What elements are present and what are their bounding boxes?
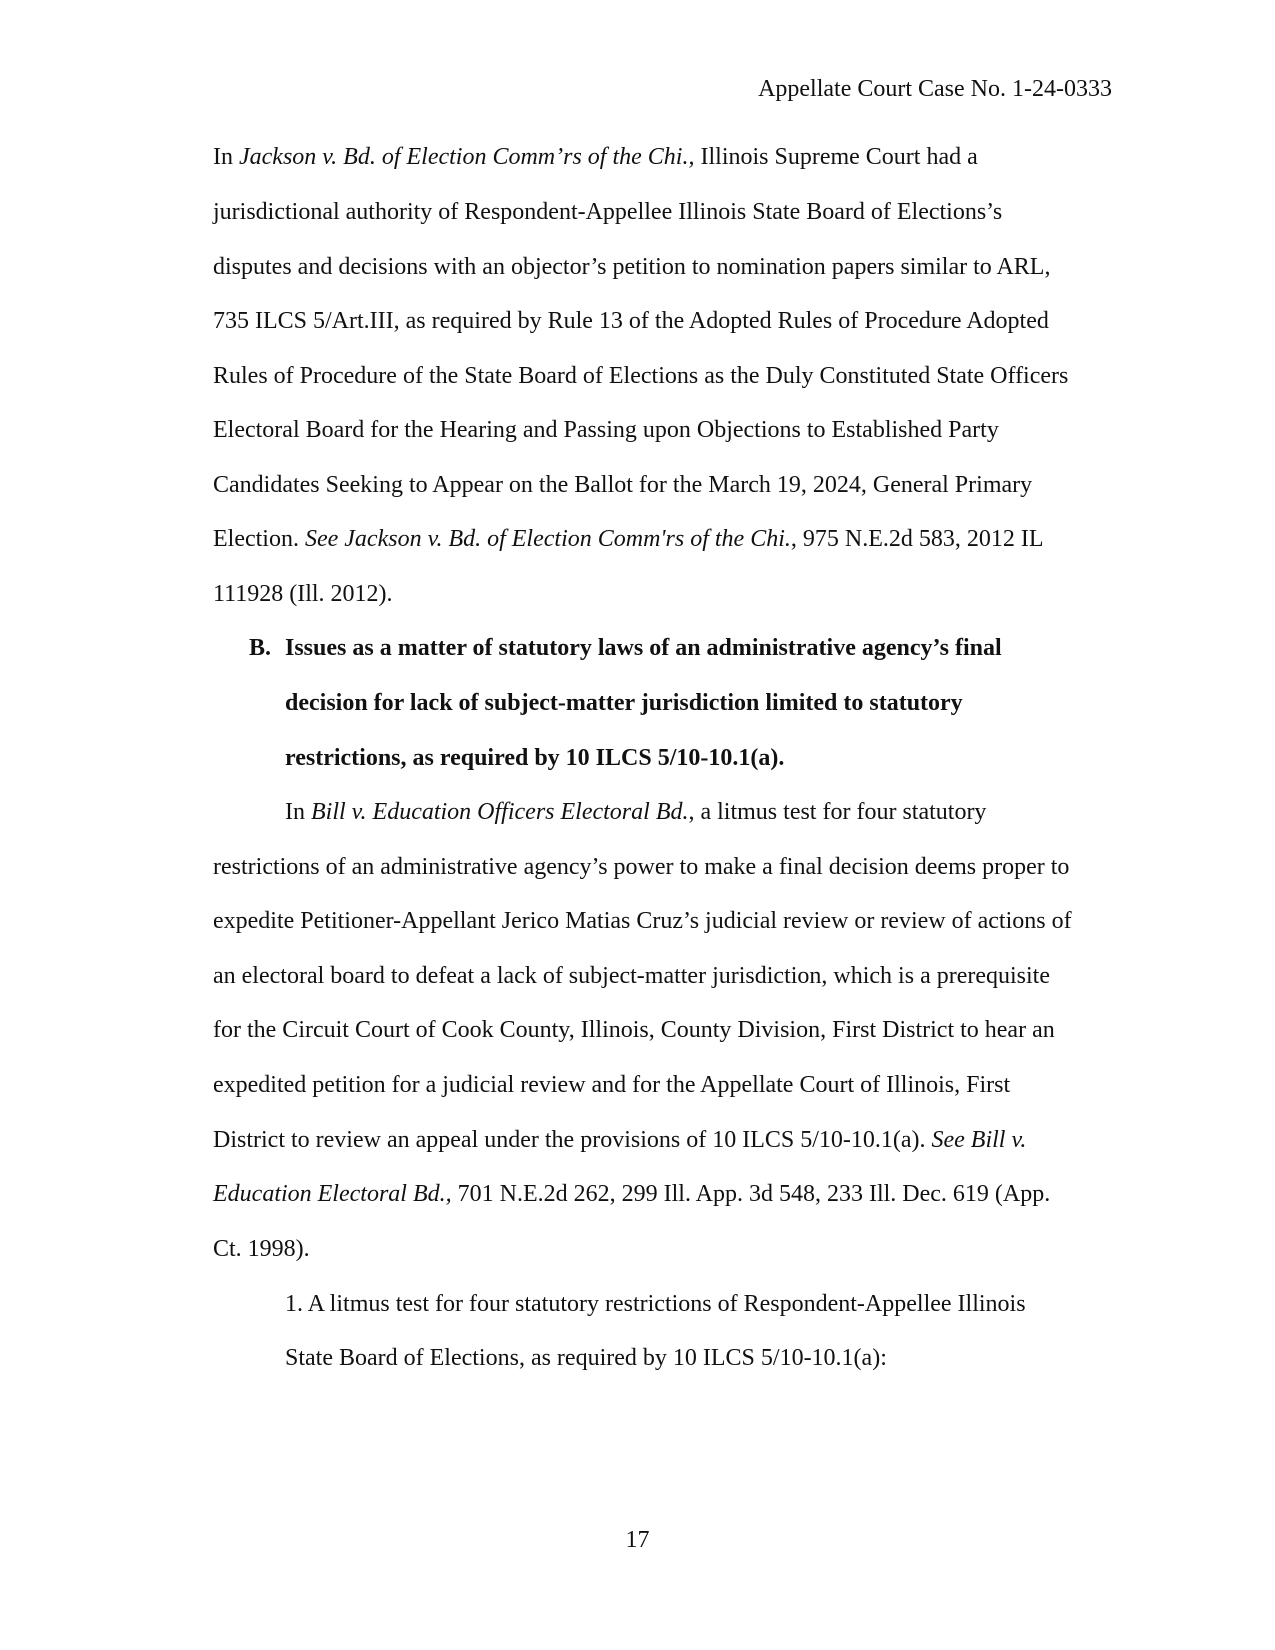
paragraph-1-line-1 <box>213 142 978 172</box>
paragraph-1-line-2: jurisdictional authority of Respondent-Appellee Illinois State Board of Elections’s <box>213 199 1003 225</box>
text-run: In <box>213 144 239 170</box>
paragraph-2-line-1 <box>285 797 986 827</box>
case-citation-italic: See Jackson v. Bd. of Election Comm'rs of the Chi. <box>304 526 791 552</box>
paragraph-2-line-5: for the Circuit Court of Cook County, Illinois, County Division, First District to hear an <box>213 1017 1055 1043</box>
case-citation-italic: Jackson v. Bd. of Election Comm’rs of the Chi., <box>239 144 695 170</box>
case-citation-italic: Bill v. Education Officers Electoral Bd. <box>311 799 689 825</box>
paragraph-2-line-6: expedited petition for a judicial review and for the Appellate Court of Illinois, First <box>213 1072 1011 1098</box>
paragraph-1-line-8 <box>213 524 1044 554</box>
text-run: In <box>285 799 311 825</box>
paragraph-1-line-6: Electoral Board for the Hearing and Passing upon Objections to Established Party <box>213 417 999 443</box>
text-run: , 975 N.E.2d 583, 2012 IL <box>790 526 1044 552</box>
paragraph-2-line-8 <box>213 1179 1050 1209</box>
case-number-header: Appellate Court Case No. 1-24-0333 <box>758 76 1112 102</box>
case-citation-italic: See Bill v. <box>931 1127 1027 1153</box>
text-run: Election. <box>213 526 305 552</box>
page-number: 17 <box>625 1527 650 1553</box>
paragraph-2-line-9: Ct. 1998). <box>213 1236 310 1262</box>
list-item-1-line-1: 1. A litmus test for four statutory restrictions of Respondent-Appellee Illinois <box>285 1291 1026 1317</box>
section-b-heading-line-1: Issues as a matter of statutory laws of an administrative agency’s final <box>285 635 1002 661</box>
paragraph-2-line-3: expedite Petitioner-Appellant Jerico Matias Cruz’s judicial review or review of actions of <box>213 908 1072 934</box>
text-run: Illinois Supreme Court had a <box>694 144 978 170</box>
text-run: District to review an appeal under the provisions of 10 ILCS 5/10-10.1(a). <box>213 1127 932 1153</box>
paragraph-2-line-4: an electoral board to defeat a lack of subject-matter jurisdiction, which is a prerequisite <box>213 963 1050 989</box>
paragraph-2-line-2: restrictions of an administrative agency’s power to make a final decision deems proper to <box>213 854 1070 880</box>
paragraph-1-line-9: 111928 (Ill. 2012). <box>213 581 393 607</box>
case-citation-italic: Education Electoral Bd., <box>213 1181 452 1207</box>
text-run: , a litmus test for four statutory <box>688 799 987 825</box>
list-item-1-line-2: State Board of Elections, as required by 10 ILCS 5/10-10.1(a): <box>285 1345 887 1371</box>
paragraph-1-line-3: disputes and decisions with an objector’s petition to nomination papers similar to ARL, <box>213 254 1051 280</box>
text-run: 701 N.E.2d 262, 299 Ill. App. 3d 548, 233 Ill. Dec. 619 (App. <box>451 1181 1051 1207</box>
section-b-heading-line-3: restrictions, as required by 10 ILCS 5/10-10.1(a). <box>285 745 785 771</box>
section-b-heading-line-2: decision for lack of subject-matter jurisdiction limited to statutory <box>285 690 963 716</box>
paragraph-2-line-7 <box>213 1125 1026 1155</box>
section-b-letter: B. <box>249 635 272 661</box>
paragraph-1-line-7: Candidates Seeking to Appear on the Ballot for the March 19, 2024, General Primary <box>213 472 1033 498</box>
paragraph-1-line-4: 735 ILCS 5/Art.III, as required by Rule 13 of the Adopted Rules of Procedure Adopted <box>213 308 1049 334</box>
paragraph-1-line-5: Rules of Procedure of the State Board of Elections as the Duly Constituted State Officers <box>213 363 1069 389</box>
